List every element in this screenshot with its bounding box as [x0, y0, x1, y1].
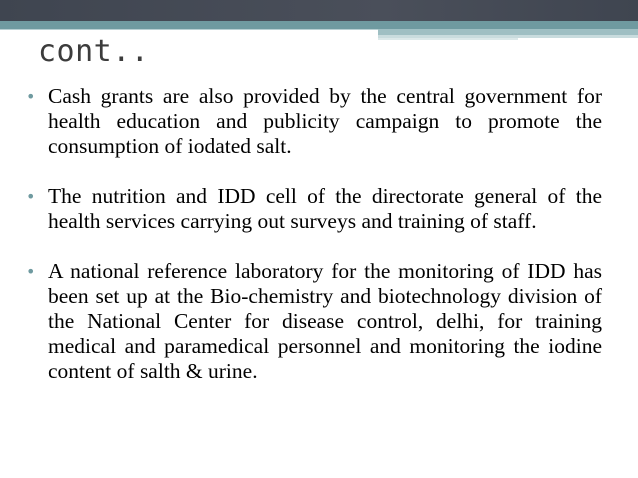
header-band-accent-lighter	[378, 38, 518, 40]
bullet-icon: •	[26, 262, 36, 281]
bullet-text: A national reference laboratory for the monitoring of IDD has been set up at the Bio-chemistry and biotechnology division of the National Center for disease control, delhi, for training medical and paramedical personnel and monitoring the iodine content of salth & urine.	[48, 259, 602, 383]
bullet-text: Cash grants are also provided by the central government for health education and publicity campaign to promote the consumption of iodated salt.	[48, 84, 602, 158]
bullet-item-cash-grants	[26, 84, 602, 159]
bullet-list	[26, 84, 602, 384]
bullet-icon: •	[26, 87, 36, 106]
header-band-teal	[0, 21, 638, 29]
header-band-dark	[0, 0, 638, 21]
header-thin-line	[0, 29, 378, 30]
bullet-item-reference-laboratory	[26, 259, 602, 384]
bullet-icon: •	[26, 187, 36, 206]
bullet-text: The nutrition and IDD cell of the directorate general of the health services carrying out surveys and training of staff.	[48, 184, 602, 233]
slide-title: cont..	[38, 34, 150, 69]
bullet-item-nutrition-idd-cell	[26, 184, 602, 234]
